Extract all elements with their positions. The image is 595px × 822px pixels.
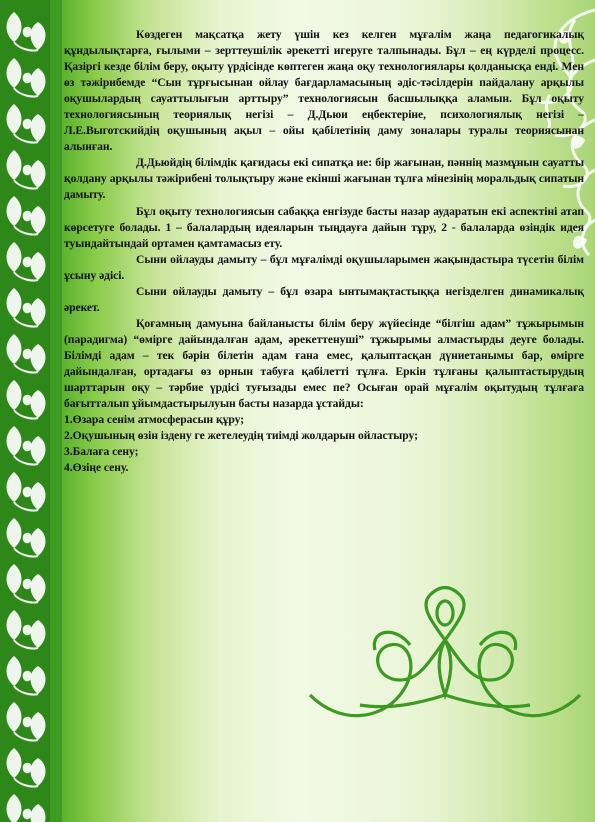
document-body	[64, 27, 584, 476]
leaf-border-ornament-icon	[0, 0, 62, 822]
list-item: 4.Өзіңе сену.	[64, 461, 129, 475]
paragraph: Қоғамның дамуына байланысты білім беру жүйесінде “білгіш адам” тұжырымын (парадигма) “өмірге дайындалған адам, әрекеттенуші” тұжырымы алмастырды деуге болады. Білімді адам – тек бәрін білетін адам ғана емес, қалыптасқан дүниетанымы бар, өмірге дайындалған, ортадағы өз орнын табуға қабілетті тұлға. Еркін тұлғаны қалыптастырудың шарттарын оқу – тәрбие үрдісі туғызады емес пе? Осыған орай мұғалім оқытудың тұлғаға бағытталып ұйымдастырылуын басты назарда ұстайды:	[64, 316, 584, 411]
paragraph: Бұл оқыту технологиясын сабаққа енгізуде басты назар аударатын екі аспектіні атап көрсетуге болады. 1 – балалардың идеяларын тыңдауға дайын тұру, 2 - балаларда өзіндік идея туындайтындай ортамен қамтамасыз ету.	[64, 204, 584, 250]
paragraph: Сыни ойлауды дамыту – бұл мұғалімді оқушыларымен жақындастыра түсетін білім ұсыну әдісі.	[64, 252, 584, 282]
paragraph: Д.Дьюйдің білімдік қағидасы екі сипатқа ие: бір жағынан, пәннің мазмұнын сауатты қолдану арқылы тәжірибені толықтыру және екінші жағынан тұлға мінезінің моральдық сипатын дамыту.	[64, 156, 584, 202]
bottom-swirl-ornament-icon	[300, 585, 590, 725]
list-item: 2.Оқушының өзін іздену ге жетелеудің тиімді жолдарын ойластыру;	[64, 429, 418, 443]
paragraph: Көздеген мақсатқа жету үшін кез келген мұғалім жаңа педагогикалық құндылықтарға, ғылыми – зерттеушілік әрекетті игеруге талпынады. Бұл – ең күрделі процесс. Қазіргі кезде білім беру, оқыту үрдісінде көптеген жаңа оқу технологиялары қолданысқа енді. Мен өз тәжірибемде “Сын тұрғысынан ойлау бағдарламасының әдіс-тәсілдерін пайдалану арқылы оқушылардың сауаттылығын арттыру” технологиясын басшылыққа аламын. Бұл оқыту технологиясының теориялық негізі – Д.Дьюи еңбектеріне, психологиялық негізі – Л.Е.Выготскийдің оқушының ақыл – ойы қабілетінің даму зоналары туралы теориясынан алынған.	[64, 28, 584, 154]
list-item: 1.Өзара сенім атмосферасын құру;	[64, 413, 245, 427]
paragraph: Сыни ойлауды дамыту – бұл өзара ынтымақтастыққа негізделген динамикалық әрекет.	[64, 284, 584, 314]
list-item: 3.Балаға сену;	[64, 445, 139, 459]
